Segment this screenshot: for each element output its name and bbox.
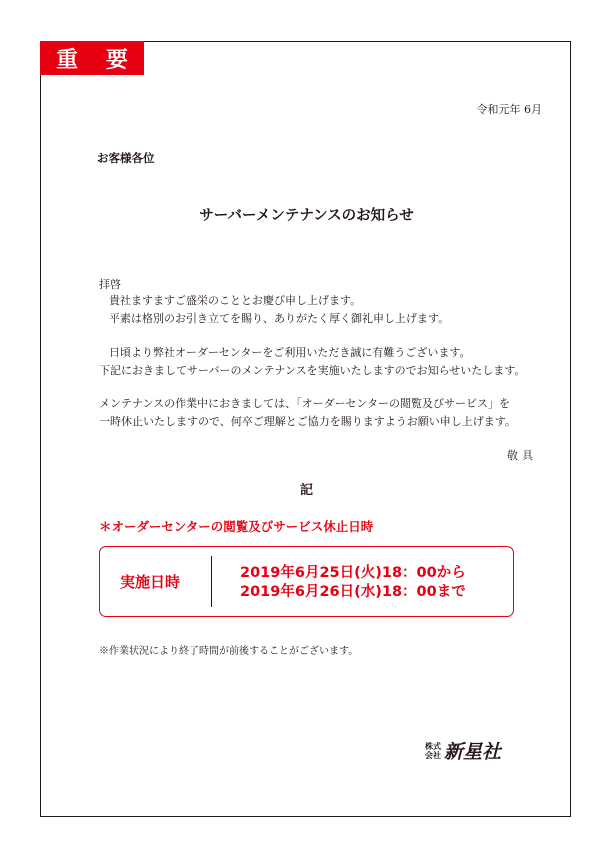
body-line: 平素は格別のお引き立てを賜り、ありがたく厚く御礼申し上げます。: [109, 312, 450, 325]
company-type: [425, 742, 441, 760]
addressee: お客様各位: [97, 151, 155, 165]
schedule-box: [99, 546, 514, 617]
body-line: メンテナンスの作業中におきましては、「オーダーセンターの閲覧及びサービス」を: [99, 397, 510, 410]
company-type-top: 株式: [425, 741, 441, 751]
schedule-label: 実施日時: [120, 573, 181, 591]
important-badge: 重 要: [40, 41, 144, 75]
ki-heading: 記: [299, 483, 313, 498]
company-type-bottom: 会社: [425, 750, 441, 760]
closing: 敬具: [507, 449, 537, 462]
body-line: 下記におきましてサーバーのメンテナンスを実施いたしますのでお知らせいたします。: [99, 364, 526, 377]
issue-date: 令和元年 6月: [476, 103, 542, 116]
body-line: 一時休止いたしますので、何卒ご理解とご協力を賜りますようお願い申し上げます。: [99, 415, 516, 428]
company-logo: [425, 737, 501, 764]
schedule-end: 2019年6月26日(水)18：00まで: [240, 584, 466, 600]
schedule-start: 2019年6月25日(火)18：00から: [240, 565, 466, 581]
schedule-divider: [211, 556, 212, 607]
schedule-times: [240, 564, 466, 602]
company-name: 新星社: [444, 741, 502, 763]
footnote: ※作業状況により終了時間が前後することがございます。: [99, 646, 359, 657]
body-line: 貴社ますますご盛栄のこととお慶び申し上げます。: [109, 294, 362, 307]
notice-title: サーバーメンテナンスのお知らせ: [199, 208, 414, 224]
body-line: 日頃より弊社オーダーセンターをご利用いただき誠に有難うございます。: [109, 346, 471, 359]
greeting: 拝啓: [99, 278, 121, 291]
schedule-heading: ＊オーダーセンターの閲覧及びサービス休止日時: [99, 519, 374, 534]
